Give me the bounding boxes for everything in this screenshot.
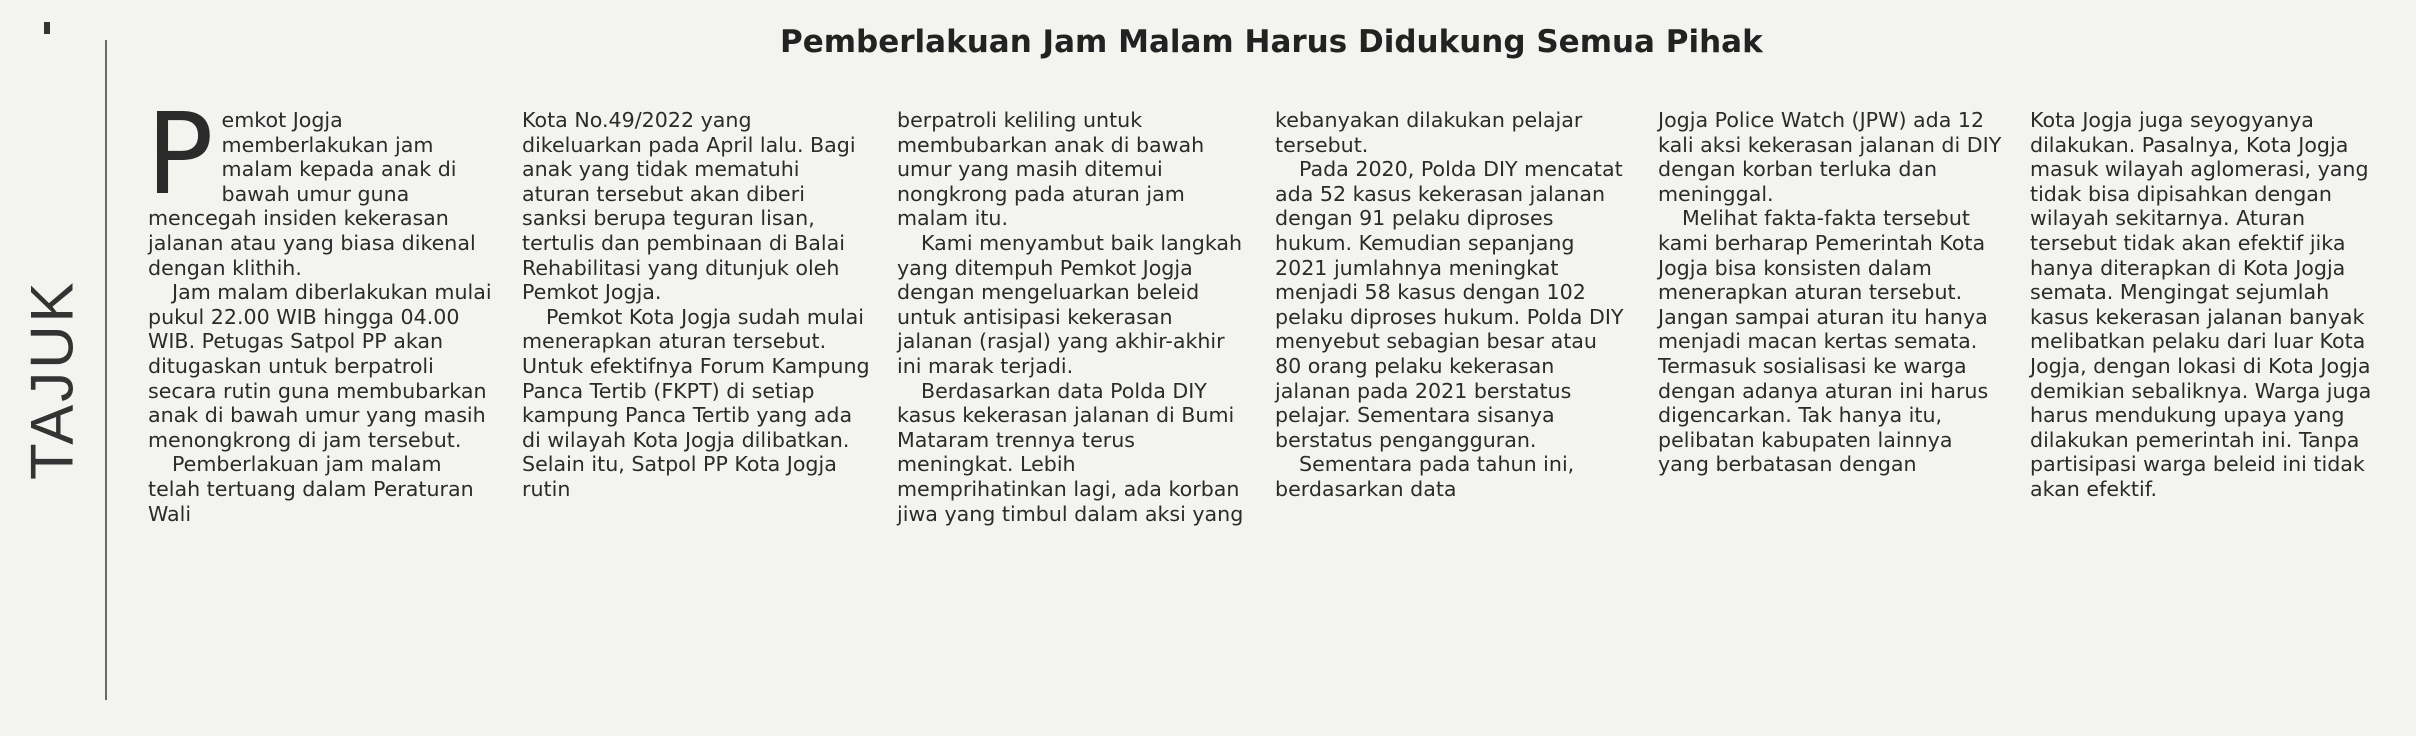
article-column-3 <box>897 108 1247 526</box>
paragraph: Pemberlakuan jam malam telah tertuang dalam Peraturan Wali <box>148 452 474 526</box>
paragraph: Kota No.49/2022 yang dikeluarkan pada April lalu. Bagi anak yang tidak mematuhi aturan tersebut akan diberi sanksi berupa teguran lisan, tertulis dan pembinaan di Balai Rehabilitasi yang ditunjuk oleh Pemkot Jogja. <box>522 108 856 305</box>
paragraph <box>146 90 498 280</box>
paragraph: Sementara pada tahun ini, berdasarkan data <box>1275 452 1575 501</box>
rubric-label: TAJUK <box>18 279 86 480</box>
article-column-4 <box>1275 108 1625 502</box>
article-column-5 <box>1658 108 2008 477</box>
headline: Pemberlakuan Jam Malam Harus Didukung Semua Pihak <box>780 24 1763 60</box>
paragraph: kebanyakan dilakukan pelajar tersebut. <box>1275 108 1583 157</box>
article-column-6 <box>2030 108 2390 502</box>
paragraph: Pada 2020, Polda DIY mencatat ada 52 kasus kekerasan jalanan dengan 91 pelaku diproses hukum. Kemudian sepanjang 2021 jumlahnya meningkat menjadi 58 kasus dengan 102 pelaku diproses hukum. Polda DIY menyebut sebagian besar atau 80 orang pelaku kekerasan jalanan pada 2021 berstatus pelajar. Sementara sisanya berstatus pengangguran. <box>1275 157 1624 452</box>
print-speck <box>44 22 50 34</box>
paragraph: berpatroli keliling untuk membubarkan anak di bawah umur yang masih ditemui nongkrong pada aturan jam malam itu. <box>897 108 1205 231</box>
drop-cap: P <box>146 90 214 220</box>
article-column-1 <box>146 90 498 526</box>
paragraph: Jogja Police Watch (JPW) ada 12 kali aksi kekerasan jalanan di DIY dengan korban terluka dan meninggal. <box>1658 108 2002 206</box>
paragraph: Pemkot Kota Jogja sudah mulai menerapkan aturan tersebut. Untuk efektifnya Forum Kampung Panca Tertib (FKPT) di setiap kampung Panca Tertib yang ada di wilayah Kota Jogja dilibatkan. Selain itu, Satpol PP Kota Jogja rutin <box>522 304 870 501</box>
paragraph-text: emkot Jogja memberlakukan jam malam kepada anak di bawah umur guna mencegah insiden kekerasan jalanan atau yang biasa dikenal dengan klithih. <box>148 108 476 280</box>
paragraph: Kota Jogja juga seyogyanya dilakukan. Pasalnya, Kota Jogja masuk wilayah aglomerasi, yang tidak bisa dipisahkan dengan wilayah sekitarnya. Aturan tersebut tidak akan efektif jika hanya diterapkan di Kota Jogja semata. Mengingat sejumlah kasus kekerasan jalanan banyak melibatkan pelaku dari luar Kota Jogja, dengan lokasi di Kota Jogja demikian sebaliknya. Warga juga harus mendukung upaya yang dilakukan pemerintah ini. Tanpa partisipasi warga beleid ini tidak akan efektif. <box>2030 108 2372 501</box>
paragraph: Jam malam diberlakukan mulai pukul 22.00 WIB hingga 04.00 WIB. Petugas Satpol PP akan ditugaskan untuk berpatroli secara rutin guna membubarkan anak di bawah umur yang masih menongkrong di jam tersebut. <box>148 280 492 452</box>
rubric-divider <box>105 40 107 700</box>
paragraph: Melihat fakta-fakta tersebut kami berharap Pemerintah Kota Jogja bisa konsisten dalam menerapkan aturan tersebut. Jangan sampai aturan itu hanya menjadi macan kertas semata. Termasuk sosialisasi ke warga dengan adanya aturan ini harus digencarkan. Tak hanya itu, pelibatan kabupaten lainnya yang berbatasan dengan <box>1658 206 1989 477</box>
paragraph: Berdasarkan data Polda DIY kasus kekerasan jalanan di Bumi Mataram trennya terus meningkat. Lebih memprihatinkan lagi, ada korban jiwa yang timbul dalam aksi yang <box>897 378 1244 526</box>
paragraph: Kami menyambut baik langkah yang ditempuh Pemkot Jogja dengan mengeluarkan beleid untuk antisipasi kekerasan jalanan (rasjal) yang akhir-akhir ini marak terjadi. <box>897 230 1243 378</box>
article-column-2 <box>522 108 872 502</box>
